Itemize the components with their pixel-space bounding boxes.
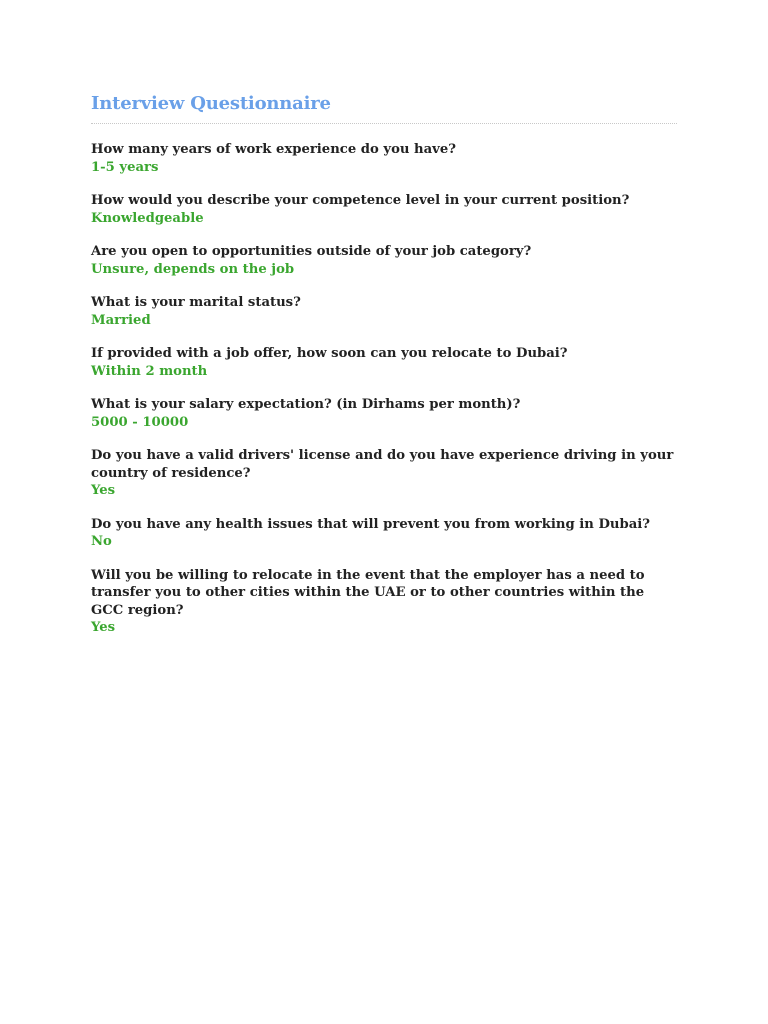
answer-text: Within 2 month — [91, 363, 208, 379]
question-list — [91, 141, 677, 637]
question-text: Do you have any health issues that will prevent you from working in Dubai? — [91, 516, 651, 532]
answer-text: 5000 - 10000 — [91, 414, 189, 430]
question-text: Are you open to opportunities outside of your job category? — [91, 244, 532, 259]
question-item — [91, 447, 677, 500]
question-text: How many years of work experience do you have? — [91, 142, 456, 157]
question-text: What is your salary expectation? (in Dirhams per month)? — [91, 397, 521, 412]
question-item — [91, 192, 677, 227]
question-item — [91, 243, 677, 278]
question-text: How would you describe your competence level in your current position? — [91, 193, 630, 208]
question-item — [91, 141, 677, 176]
question-text: What is your marital status? — [91, 295, 301, 310]
question-item — [91, 294, 677, 329]
answer-text: No — [91, 534, 112, 549]
answer-text: Yes — [91, 620, 116, 635]
question-item — [91, 396, 677, 431]
question-item — [91, 567, 677, 637]
questionnaire-page — [91, 91, 677, 653]
title-divider — [91, 123, 677, 124]
question-item — [91, 345, 677, 380]
answer-text: Married — [91, 312, 151, 328]
question-text: Do you have a valid drivers' license and do you have experience driving in your country of residence? — [91, 448, 674, 481]
answer-text: 1-5 years — [91, 159, 159, 175]
answer-text: Unsure, depends on the job — [91, 261, 295, 277]
answer-text: Yes — [91, 483, 116, 498]
question-item — [91, 516, 677, 551]
question-text: If provided with a job offer, how soon can you relocate to Dubai? — [91, 346, 568, 361]
page-title: Interview Questionnaire — [91, 93, 331, 114]
answer-text: Knowledgeable — [91, 210, 204, 226]
question-text: Will you be willing to relocate in the event that the employer has a need to transfer you to other cities within the UAE or to other countries within the GCC region? — [91, 567, 645, 618]
